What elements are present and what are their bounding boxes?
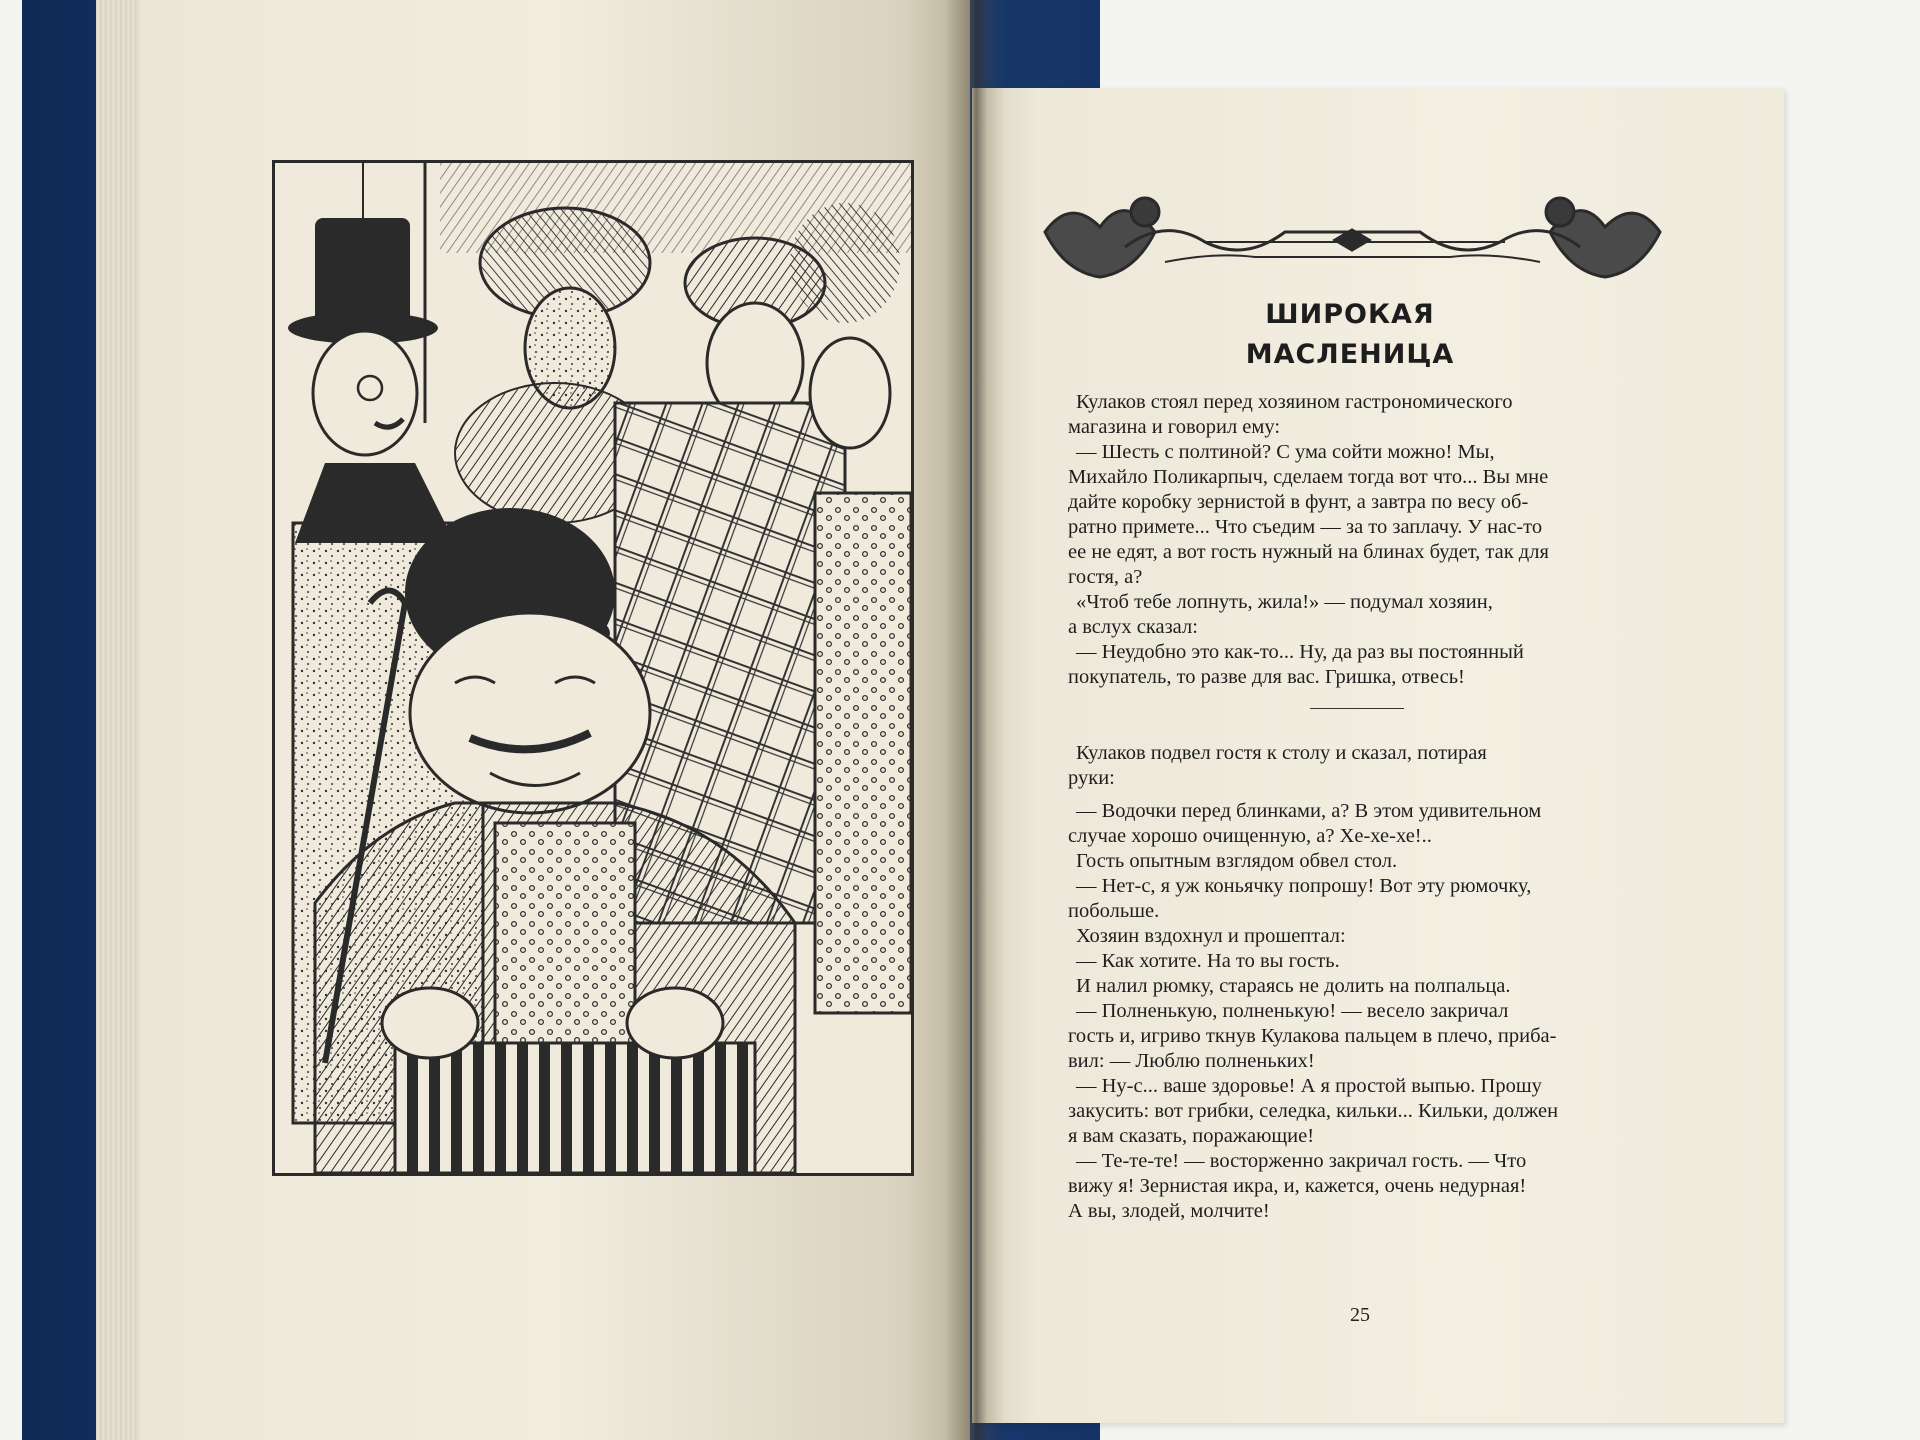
text-line: — Неудобно это как-то... Ну, да раз вы постоянный <box>1076 641 1524 663</box>
text-line: вил: — Люблю полненьких! <box>1068 1050 1315 1072</box>
text-line: Хозяин вздохнул и прошептал: <box>1076 925 1346 947</box>
chapter-title-line: ШИРОКАЯ <box>1265 299 1435 330</box>
text-line: покупатель, то разве для вас. Гришка, отвесь! <box>1068 666 1465 688</box>
book-gutter <box>945 0 1005 1440</box>
text-line: Гость опытным взглядом обвел стол. <box>1076 850 1398 872</box>
text-line: магазина и говорил ему: <box>1068 416 1281 438</box>
text-line: — Нет-с, я уж коньячку попрошу! Вот эту рюмочку, <box>1076 875 1532 897</box>
text-line: — Полненькую, полненькую! — весело закричал <box>1076 1000 1509 1022</box>
text-line: ее не едят, а вот гость нужный на блинах будет, так для <box>1068 541 1549 563</box>
text-line: — Ну-с... ваше здоровье! А я простой выпью. Прошу <box>1076 1075 1542 1097</box>
page-edges <box>96 0 146 1440</box>
text-line: я вам сказать, поражающие! <box>1068 1125 1315 1147</box>
text-line: — Те-те-те! — восторженно закричал гость. — Что <box>1076 1150 1527 1172</box>
text-line: — Как хотите. На то вы гость. <box>1076 950 1340 972</box>
text-line: гостя, а? <box>1068 566 1143 588</box>
text-line: дайте коробку зернистой в фунт, а завтра по весу об- <box>1068 491 1529 513</box>
text-line: а вслух сказал: <box>1068 616 1198 638</box>
header-ornament <box>1035 192 1670 280</box>
text-line: И налил рюмку, стараясь не долить на полпальца. <box>1076 975 1511 997</box>
chapter-title <box>1090 295 1610 375</box>
text-line: А вы, злодей, молчите! <box>1068 1200 1270 1222</box>
chapter-title-line: МАСЛЕНИЦА <box>1245 339 1455 370</box>
text-line: — Шесть с полтиной? С ума сойти можно! Мы, <box>1076 441 1495 463</box>
text-line: руки: <box>1068 767 1115 789</box>
text-line: закусить: вот грибки, селедка, кильки... Кильки, должен <box>1068 1100 1559 1122</box>
illustration-crowd <box>272 160 914 1176</box>
text-line: случае хорошо очищенную, а? Хе-хе-хе!.. <box>1068 825 1432 847</box>
text-line: Кулаков стоял перед хозяином гастрономического <box>1076 391 1513 413</box>
text-line: ратно примете... Что съедим — за то заплачу. У нас-то <box>1068 516 1543 538</box>
text-line: «Чтоб тебе лопнуть, жила!» — подумал хозяин, <box>1076 591 1493 613</box>
text-line: вижу я! Зернистая икра, и, кажется, очень недурная! <box>1068 1175 1527 1197</box>
text-line: гость и, игриво ткнув Кулакова пальцем в плечо, приба- <box>1068 1025 1557 1047</box>
illustration-drawing <box>275 163 911 1173</box>
page-number: 25 <box>1350 1304 1370 1326</box>
text-line: — Водочки перед блинками, а? В этом удивительном <box>1076 800 1542 822</box>
text-line: побольше. <box>1068 900 1160 922</box>
body-text <box>1068 390 1646 1224</box>
text-line: Кулаков подвел гостя к столу и сказал, потирая <box>1076 742 1487 764</box>
text-line: Михайло Поликарпыч, сделаем тогда вот что... Вы мне <box>1068 466 1549 488</box>
